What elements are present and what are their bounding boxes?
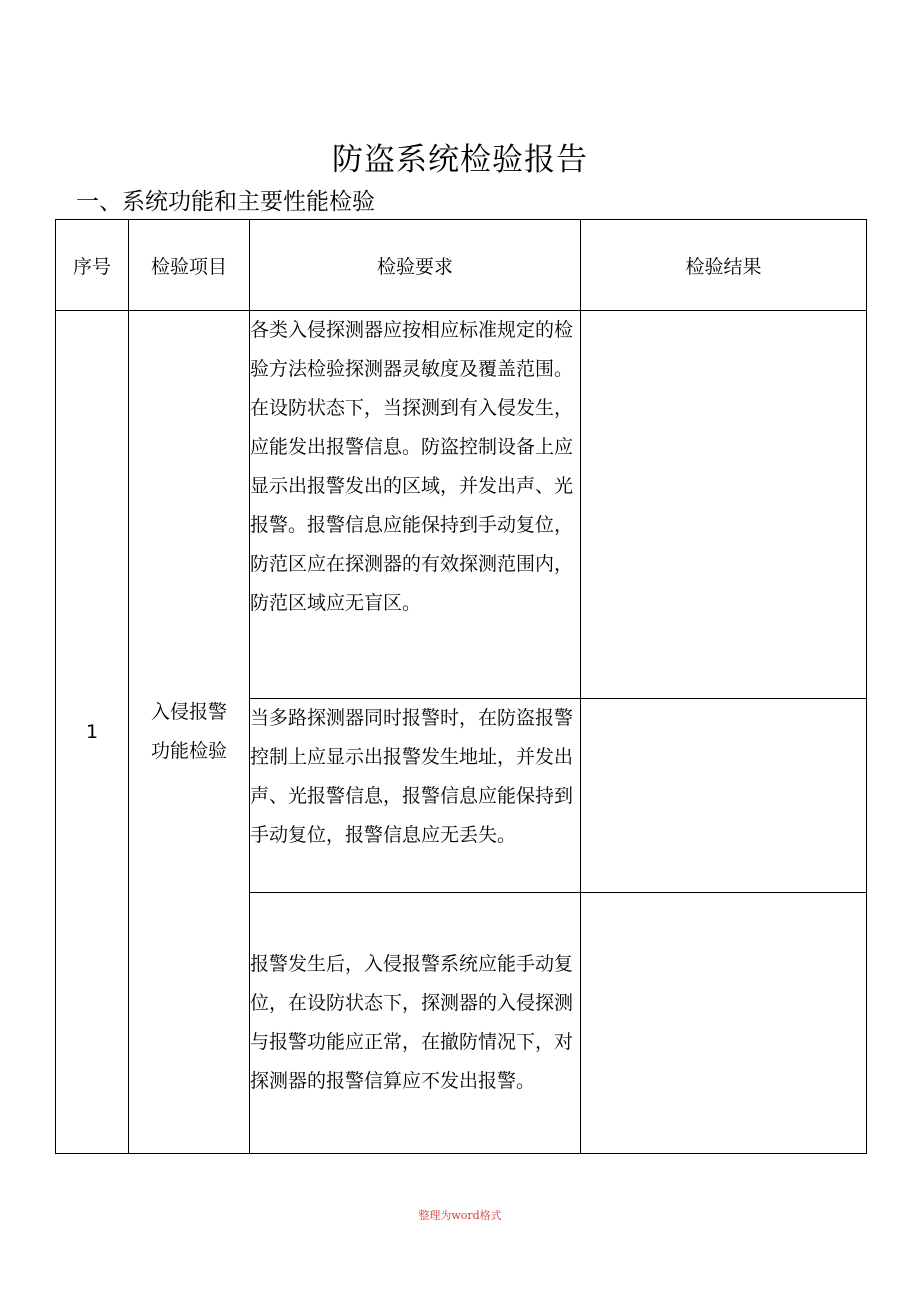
requirement-cell-1: 各类入侵探测器应按相应标准规定的检验方法检验探测器灵敏度及覆盖范围。在设防状态下，当探测到有入侵发生，应能发出报警信息。防盗控制设备上应显示出报警发出的区域，并发出声、光报警。报警信息应能保持到手动复位，防范区应在探测器的有效探测范围内，防范区域应无盲区。 <box>250 311 581 699</box>
footer-watermark: 整理为word格式 <box>418 1209 502 1222</box>
row-seq: 1 <box>56 311 129 1154</box>
requirement-cell-3: 报警发生后，入侵报警系统应能手动复位，在设防状态下，探测器的入侵探测与报警功能应正常，在撤防情况下，对探测器的报警信算应不发出报警。 <box>250 893 581 1154</box>
page-title: 防盗系统检验报告 <box>332 142 588 178</box>
header-seq: 序号 <box>56 220 129 311</box>
requirement-cell-2: 当多路探测器同时报警时，在防盗报警控制上应显示出报警发生地址，并发出声、光报警信息，报警信息应能保持到手动复位，报警信息应无丢失。 <box>250 699 581 893</box>
result-cell-3[interactable] <box>581 893 867 1154</box>
section-heading: 一、系统功能和主要性能检验 <box>76 189 375 215</box>
header-result: 检验结果 <box>581 220 867 311</box>
row-item <box>129 311 250 1154</box>
row-item-line1: 入侵报警 <box>150 701 227 723</box>
header-requirement: 检验要求 <box>250 220 581 311</box>
row-item-line2: 功能检验 <box>150 740 227 762</box>
header-item: 检验项目 <box>129 220 250 311</box>
table-row <box>56 311 867 699</box>
table-header-row <box>56 220 867 311</box>
result-cell-2[interactable] <box>581 699 867 893</box>
result-cell-1[interactable] <box>581 311 867 699</box>
inspection-table <box>55 219 867 1154</box>
